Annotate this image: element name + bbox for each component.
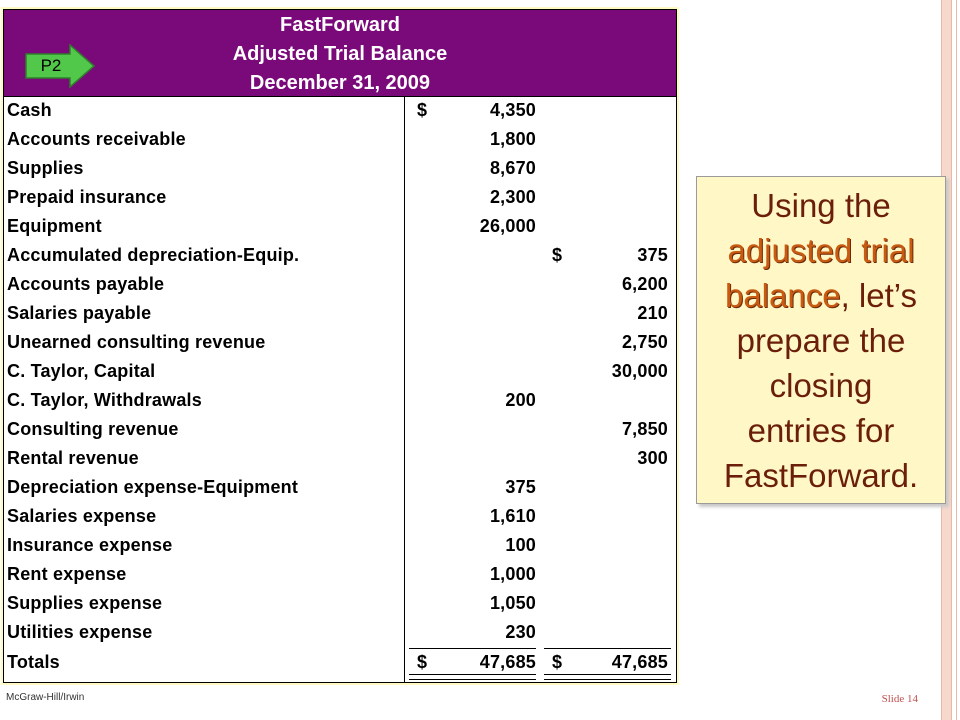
debit-amount: 230 <box>505 622 536 642</box>
account-name: Prepaid insurance <box>7 187 167 207</box>
debit-amount: 26,000 <box>479 216 536 236</box>
account-name: Insurance expense <box>7 535 173 555</box>
credit-dollar-sign: $ <box>552 245 563 265</box>
table-row <box>4 126 676 155</box>
account-name: Rent expense <box>7 564 127 584</box>
callout-text <box>697 183 945 498</box>
account-name: Supplies <box>7 158 84 178</box>
credit-dollar-sign: $ <box>552 652 563 672</box>
report-title: Adjusted Trial Balance <box>232 43 448 65</box>
debit-double-rule <box>409 674 536 680</box>
callout-line <box>697 228 945 273</box>
account-name: C. Taylor, Withdrawals <box>7 390 202 410</box>
account-name: Utilities expense <box>7 622 153 642</box>
account-name: Salaries expense <box>7 506 157 526</box>
callout-line <box>697 183 945 228</box>
credit-amount: 2,750 <box>621 332 668 352</box>
table-header <box>4 10 676 97</box>
debit-dollar-sign: $ <box>417 652 428 672</box>
debit-amount: 200 <box>505 390 536 410</box>
table-row <box>4 358 676 387</box>
debit-amount: 4,350 <box>489 100 536 120</box>
callout-line <box>697 408 945 453</box>
callout-phrase: , let’s <box>840 277 918 314</box>
slide-number: Slide 14 <box>881 693 918 705</box>
table-row <box>4 619 676 648</box>
table-row <box>4 474 676 503</box>
debit-amount: 1,000 <box>489 564 536 584</box>
debit-total-rule <box>409 648 536 649</box>
company-name: FastForward <box>279 14 401 36</box>
table-row <box>4 184 676 213</box>
credit-amount: 47,685 <box>611 652 668 672</box>
account-name: Accumulated depreciation-Equip. <box>7 245 300 265</box>
debit-amount: 1,050 <box>489 593 536 613</box>
debit-amount: 1,800 <box>489 129 536 149</box>
account-name: Consulting revenue <box>7 419 179 439</box>
table-row <box>4 532 676 561</box>
debit-dollar-sign: $ <box>417 100 428 120</box>
callout-phrase: entries for <box>747 412 895 449</box>
table-row <box>4 271 676 300</box>
account-name: C. Taylor, Capital <box>7 361 156 381</box>
credit-amount: 6,200 <box>621 274 668 294</box>
account-name: Equipment <box>7 216 102 236</box>
debit-amount: 375 <box>505 477 536 497</box>
account-name: Depreciation expense-Equipment <box>7 477 299 497</box>
table-row <box>4 503 676 532</box>
credit-total-rule <box>544 648 671 649</box>
callout-line <box>697 318 945 363</box>
account-name: Accounts payable <box>7 274 165 294</box>
table-row <box>4 300 676 329</box>
table-row <box>4 561 676 590</box>
account-name: Totals <box>7 652 60 672</box>
account-name: Rental revenue <box>7 448 139 468</box>
column-divider <box>404 97 405 682</box>
publisher-footer: McGraw-Hill/Irwin <box>6 692 85 703</box>
callout-phrase: Using the <box>751 187 891 224</box>
credit-double-rule <box>544 674 671 680</box>
callout-line <box>697 273 945 318</box>
debit-amount: 100 <box>505 535 536 555</box>
table-row <box>4 590 676 619</box>
report-date: December 31, 2009 <box>249 72 431 94</box>
callout-phrase: prepare the <box>736 322 906 359</box>
table-row <box>4 242 676 271</box>
debit-amount: 8,670 <box>489 158 536 178</box>
account-name: Supplies expense <box>7 593 163 613</box>
trial-balance-table <box>3 9 677 683</box>
debit-amount: 2,300 <box>489 187 536 207</box>
credit-amount: 210 <box>637 303 668 323</box>
callout-phrase: FastForward. <box>723 457 919 494</box>
callout-line <box>697 453 945 498</box>
account-name: Accounts receivable <box>7 129 186 149</box>
callout-phrase: closing <box>769 367 873 404</box>
table-row <box>4 97 676 126</box>
credit-amount: 375 <box>637 245 668 265</box>
account-name: Cash <box>7 100 52 120</box>
account-name: Salaries payable <box>7 303 152 323</box>
p2-label: P2 <box>40 56 62 75</box>
credit-amount: 300 <box>637 448 668 468</box>
right-border-line <box>956 0 957 720</box>
credit-amount: 30,000 <box>611 361 668 381</box>
callout-highlight: balance <box>724 277 841 314</box>
debit-amount: 47,685 <box>479 652 536 672</box>
table-row <box>4 416 676 445</box>
table-row <box>4 329 676 358</box>
table-row <box>4 445 676 474</box>
account-name: Unearned consulting revenue <box>7 332 266 352</box>
debit-amount: 1,610 <box>489 506 536 526</box>
callout-line <box>697 363 945 408</box>
credit-amount: 7,850 <box>621 419 668 439</box>
table-row <box>4 155 676 184</box>
callout-box <box>696 176 946 504</box>
table-row <box>4 213 676 242</box>
table-row <box>4 387 676 416</box>
callout-highlight: adjusted trial <box>727 232 915 269</box>
